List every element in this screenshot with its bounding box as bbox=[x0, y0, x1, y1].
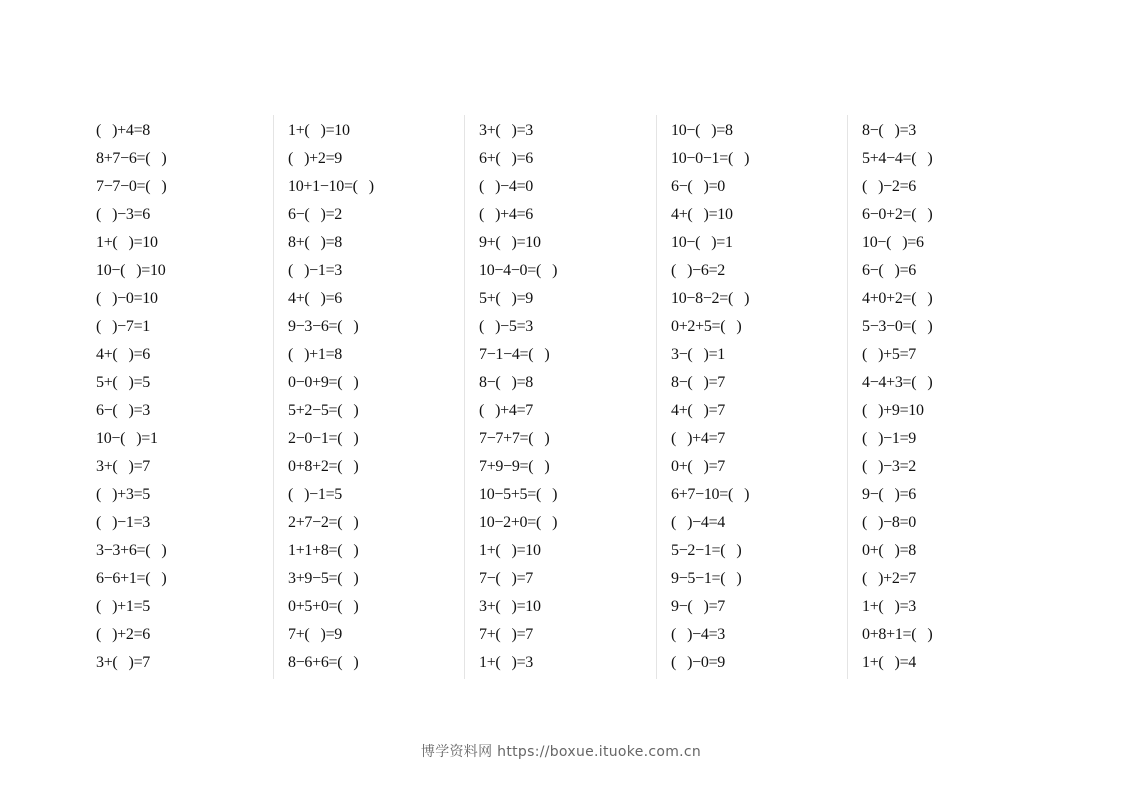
footer-watermark: 博学资料网 https://boxue.ituoke.com.cn bbox=[420, 744, 702, 760]
math-problem: ( )−1=3 bbox=[288, 262, 343, 279]
math-problem: 0−0+9=( ) bbox=[288, 374, 359, 391]
math-problem: 8+( )=8 bbox=[288, 234, 343, 251]
math-problem: ( )+4=6 bbox=[479, 206, 534, 223]
math-problem: 8−( )=8 bbox=[479, 374, 534, 391]
math-problem: 3+9−5=( ) bbox=[288, 570, 359, 587]
math-problem: ( )−8=0 bbox=[862, 514, 917, 531]
math-problem: 6−0+2=( ) bbox=[862, 206, 933, 223]
math-problem: 0+5+0=( ) bbox=[288, 598, 359, 615]
math-problem: 10−8−2=( ) bbox=[671, 290, 750, 307]
math-problem: 0+( )=7 bbox=[671, 458, 726, 475]
math-problem: ( )−3=6 bbox=[96, 206, 151, 223]
math-problem: 6+( )=6 bbox=[479, 150, 534, 167]
problem-column-1 bbox=[82, 117, 274, 679]
math-problem: 10−0−1=( ) bbox=[671, 150, 750, 167]
math-problem: 8−( )=3 bbox=[862, 122, 917, 139]
math-problem: ( )−7=1 bbox=[96, 318, 151, 335]
math-problem: 8+7−6=( ) bbox=[96, 150, 167, 167]
math-problem: ( )−0=9 bbox=[671, 654, 726, 671]
math-problem: 8−( )=7 bbox=[671, 374, 726, 391]
math-problem: ( )−1=5 bbox=[288, 486, 343, 503]
math-problem: 1+( )=10 bbox=[96, 234, 158, 251]
math-problem: 2+7−2=( ) bbox=[288, 514, 359, 531]
math-problem: ( )−4=3 bbox=[671, 626, 726, 643]
math-problem: 10−( )=6 bbox=[862, 234, 924, 251]
math-problem: 7−7+7=( ) bbox=[479, 430, 550, 447]
problem-columns bbox=[82, 117, 1042, 679]
math-problem: ( )−4=0 bbox=[479, 178, 534, 195]
math-problem: 9+( )=10 bbox=[479, 234, 541, 251]
math-problem: ( )−5=3 bbox=[479, 318, 534, 335]
math-problem: ( )−4=4 bbox=[671, 514, 726, 531]
math-problem: 10−5+5=( ) bbox=[479, 486, 558, 503]
math-problem: 10−4−0=( ) bbox=[479, 262, 558, 279]
math-problem: 8−6+6=( ) bbox=[288, 654, 359, 671]
math-problem: 3−3+6=( ) bbox=[96, 542, 167, 559]
math-problem: 0+( )=8 bbox=[862, 542, 917, 559]
math-problem: 6+7−10=( ) bbox=[671, 486, 750, 503]
math-problem: 1+( )=3 bbox=[479, 654, 534, 671]
math-problem: ( )+4=7 bbox=[671, 430, 726, 447]
math-problem: ( )+4=8 bbox=[96, 122, 151, 139]
math-problem: 5−3−0=( ) bbox=[862, 318, 933, 335]
math-problem: 6−( )=0 bbox=[671, 178, 726, 195]
math-problem: ( )+2=9 bbox=[288, 150, 343, 167]
math-problem: ( )+2=6 bbox=[96, 626, 151, 643]
math-problem: 5−2−1=( ) bbox=[671, 542, 742, 559]
math-problem: 0+2+5=( ) bbox=[671, 318, 742, 335]
problem-column-4 bbox=[657, 117, 849, 679]
math-problem: 1+( )=10 bbox=[479, 542, 541, 559]
problem-column-3 bbox=[465, 117, 657, 679]
math-problem: 6−6+1=( ) bbox=[96, 570, 167, 587]
math-problem: ( )+1=8 bbox=[288, 346, 343, 363]
math-problem: 4+( )=6 bbox=[96, 346, 151, 363]
math-problem: 5+( )=5 bbox=[96, 374, 151, 391]
math-problem: 9−( )=6 bbox=[862, 486, 917, 503]
math-problem: 0+8+2=( ) bbox=[288, 458, 359, 475]
math-problem: 9−3−6=( ) bbox=[288, 318, 359, 335]
math-problem: 4+( )=7 bbox=[671, 402, 726, 419]
math-problem: 7+( )=9 bbox=[288, 626, 343, 643]
problem-column-5 bbox=[848, 117, 1040, 679]
math-problem: 3+( )=7 bbox=[96, 458, 151, 475]
math-problem: 1+( )=4 bbox=[862, 654, 917, 671]
math-problem: ( )+1=5 bbox=[96, 598, 151, 615]
column-divider bbox=[847, 115, 848, 679]
math-problem: 5+( )=9 bbox=[479, 290, 534, 307]
math-problem: ( )+5=7 bbox=[862, 346, 917, 363]
math-problem: 6−( )=6 bbox=[862, 262, 917, 279]
math-problem: 9−( )=7 bbox=[671, 598, 726, 615]
problem-column-2 bbox=[274, 117, 466, 679]
math-problem: 10−( )=1 bbox=[671, 234, 733, 251]
math-problem: 1+( )=3 bbox=[862, 598, 917, 615]
math-problem: 4+( )=10 bbox=[671, 206, 733, 223]
math-problem: 0+8+1=( ) bbox=[862, 626, 933, 643]
math-problem: 7−7−0=( ) bbox=[96, 178, 167, 195]
math-problem: 3+( )=10 bbox=[479, 598, 541, 615]
math-problem: ( )−3=2 bbox=[862, 458, 917, 475]
math-problem: 6−( )=2 bbox=[288, 206, 343, 223]
math-problem: 1+1+8=( ) bbox=[288, 542, 359, 559]
math-problem: ( )+2=7 bbox=[862, 570, 917, 587]
math-problem: 3+( )=7 bbox=[96, 654, 151, 671]
math-problem: 10−( )=8 bbox=[671, 122, 733, 139]
math-problem: ( )−6=2 bbox=[671, 262, 726, 279]
math-problem: ( )−0=10 bbox=[96, 290, 158, 307]
math-problem: ( )+9=10 bbox=[862, 402, 924, 419]
math-problem: 10−( )=1 bbox=[96, 430, 158, 447]
column-divider bbox=[464, 115, 465, 679]
math-problem: ( )−1=3 bbox=[96, 514, 151, 531]
math-problem: 10+1−10=( ) bbox=[288, 178, 374, 195]
math-problem: 4+0+2=( ) bbox=[862, 290, 933, 307]
math-problem: 7+9−9=( ) bbox=[479, 458, 550, 475]
column-divider bbox=[273, 115, 274, 679]
math-problem: 2−0−1=( ) bbox=[288, 430, 359, 447]
math-problem: ( )−2=6 bbox=[862, 178, 917, 195]
math-problem: 5+2−5=( ) bbox=[288, 402, 359, 419]
math-problem: 1+( )=10 bbox=[288, 122, 350, 139]
math-problem: 5+4−4=( ) bbox=[862, 150, 933, 167]
math-problem: ( )+3=5 bbox=[96, 486, 151, 503]
math-problem: 7−( )=7 bbox=[479, 570, 534, 587]
math-problem: 9−5−1=( ) bbox=[671, 570, 742, 587]
math-problem: 6−( )=3 bbox=[96, 402, 151, 419]
math-problem: 4−4+3=( ) bbox=[862, 374, 933, 391]
math-problem: 10−( )=10 bbox=[96, 262, 166, 279]
math-problem: ( )−1=9 bbox=[862, 430, 917, 447]
math-problem: 3+( )=3 bbox=[479, 122, 534, 139]
math-problem: 10−2+0=( ) bbox=[479, 514, 558, 531]
column-divider bbox=[656, 115, 657, 679]
math-problem: 3−( )=1 bbox=[671, 346, 726, 363]
math-problem: 7+( )=7 bbox=[479, 626, 534, 643]
math-problem: ( )+4=7 bbox=[479, 402, 534, 419]
math-problem: 4+( )=6 bbox=[288, 290, 343, 307]
math-problem: 7−1−4=( ) bbox=[479, 346, 550, 363]
